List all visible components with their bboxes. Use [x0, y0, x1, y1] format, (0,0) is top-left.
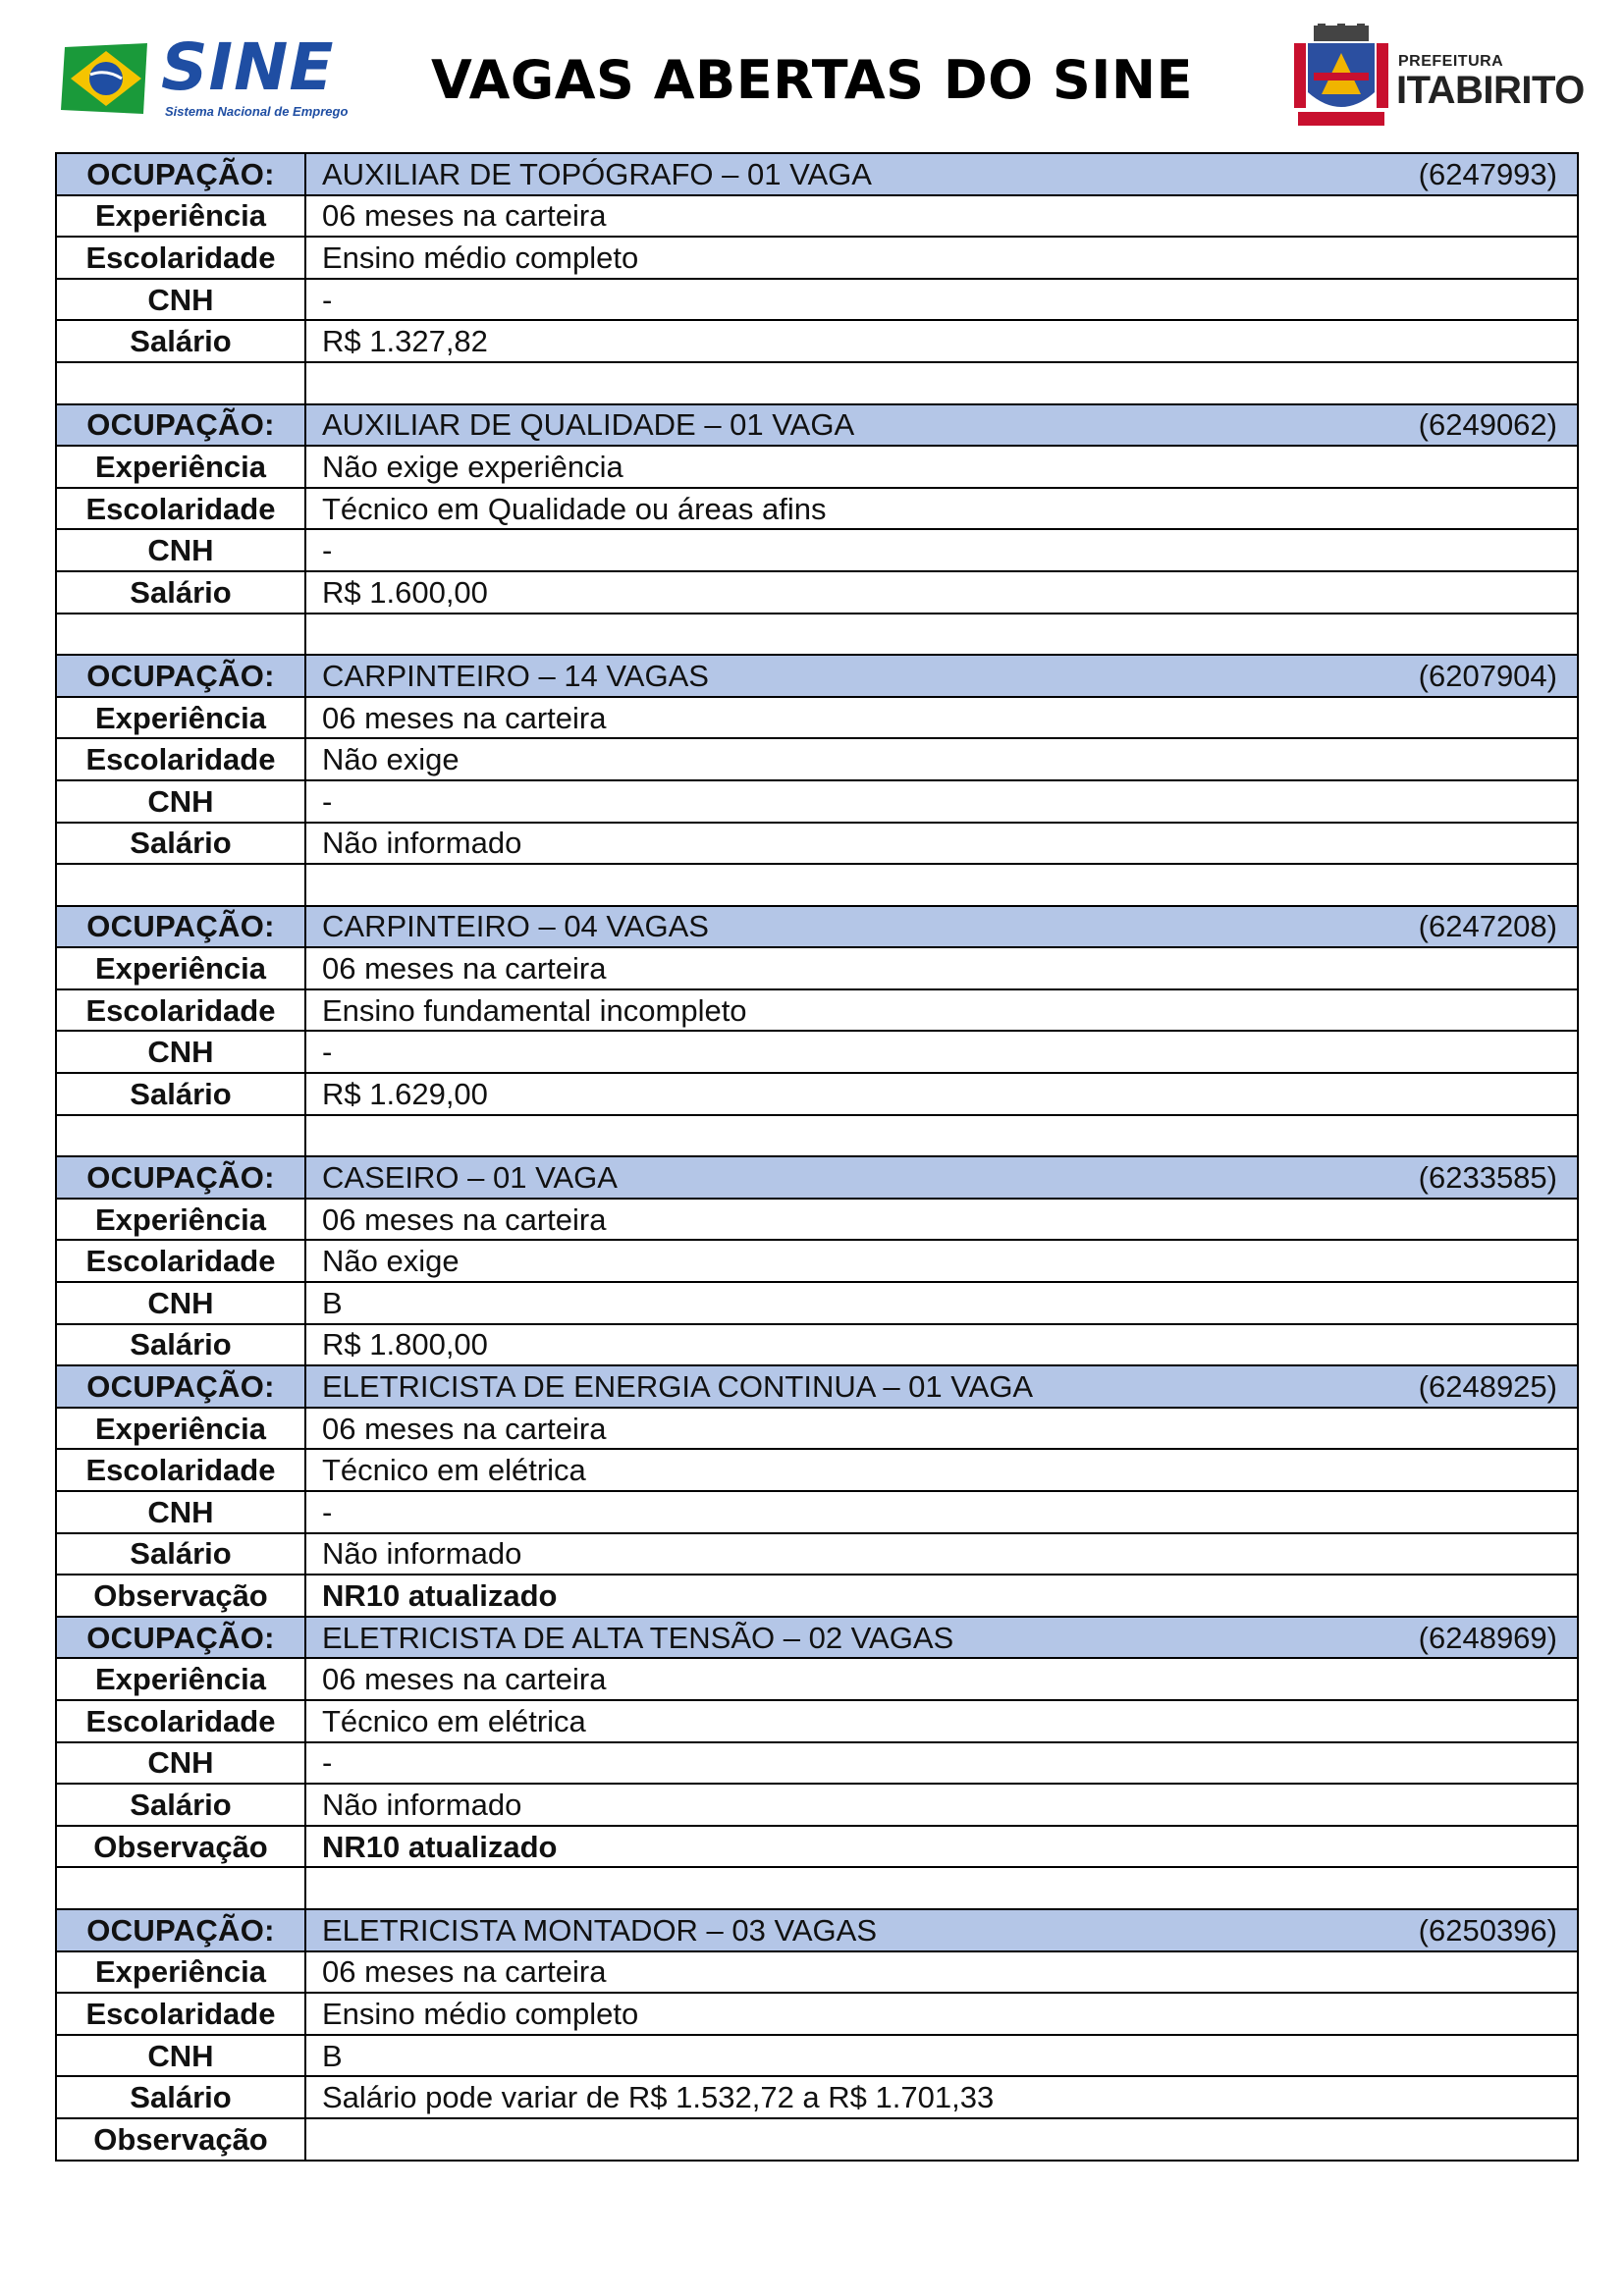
escolaridade-value: Técnico em elétrica: [305, 1700, 1578, 1742]
cnh-row: [56, 1491, 1578, 1533]
salario-value: R$ 1.800,00: [305, 1324, 1578, 1366]
occupation-row: [56, 1365, 1578, 1408]
spacer-cell: [305, 864, 1578, 906]
job-code: (6250396): [1418, 1912, 1557, 1948]
salario-label: Salário: [56, 571, 305, 614]
spacer-row: [56, 1115, 1578, 1157]
observacao-row: [56, 2118, 1578, 2161]
salario-row: [56, 1784, 1578, 1826]
occupation-title: CASEIRO – 01 VAGA: [322, 1160, 618, 1196]
salario-row: [56, 320, 1578, 362]
salario-label: Salário: [56, 1073, 305, 1115]
cnh-row: [56, 2035, 1578, 2077]
escolaridade-row: [56, 738, 1578, 780]
escolaridade-label: Escolaridade: [56, 989, 305, 1032]
escolaridade-row: [56, 1700, 1578, 1742]
observacao-label: Observação: [56, 1826, 305, 1868]
experiencia-value: 06 meses na carteira: [305, 1199, 1578, 1241]
cnh-value: -: [305, 529, 1578, 571]
occupation-row: [56, 404, 1578, 447]
cnh-value: -: [305, 1742, 1578, 1785]
spacer-cell: [56, 1867, 305, 1909]
escolaridade-row: [56, 1993, 1578, 2035]
cnh-label: CNH: [56, 529, 305, 571]
spacer-cell: [56, 614, 305, 656]
experiencia-label: Experiência: [56, 1951, 305, 1994]
city-name: ITABIRITO: [1396, 69, 1585, 112]
occupation-row: [56, 153, 1578, 195]
escolaridade-value: Não exige: [305, 738, 1578, 780]
occupation-cell: [305, 404, 1578, 447]
observacao-value: [305, 2118, 1578, 2161]
occupation-title: CARPINTEIRO – 14 VAGAS: [322, 658, 709, 693]
job-code: (6207904): [1418, 658, 1557, 693]
escolaridade-value: Ensino fundamental incompleto: [305, 989, 1578, 1032]
occupation-label: OCUPAÇÃO:: [56, 1909, 305, 1951]
cnh-label: CNH: [56, 1031, 305, 1073]
experiencia-value: 06 meses na carteira: [305, 1658, 1578, 1700]
spacer-cell: [305, 614, 1578, 656]
escolaridade-value: Técnico em elétrica: [305, 1449, 1578, 1491]
cnh-value: -: [305, 279, 1578, 321]
job-code: (6233585): [1418, 1160, 1557, 1196]
salario-label: Salário: [56, 320, 305, 362]
experiencia-row: [56, 1199, 1578, 1241]
experiencia-label: Experiência: [56, 1199, 305, 1241]
escolaridade-label: Escolaridade: [56, 1449, 305, 1491]
occupation-cell: [305, 906, 1578, 948]
escolaridade-row: [56, 1240, 1578, 1282]
experiencia-label: Experiência: [56, 195, 305, 238]
salario-row: [56, 1073, 1578, 1115]
spacer-cell: [56, 864, 305, 906]
job-code: (6248925): [1418, 1369, 1557, 1405]
occupation-title: AUXILIAR DE TOPÓGRAFO – 01 VAGA: [322, 156, 872, 191]
cnh-label: CNH: [56, 1282, 305, 1324]
spacer-cell: [305, 1115, 1578, 1157]
cnh-label: CNH: [56, 780, 305, 823]
experiencia-value: 06 meses na carteira: [305, 947, 1578, 989]
occupation-title: ELETRICISTA DE ALTA TENSÃO – 02 VAGAS: [322, 1620, 954, 1655]
experiencia-label: Experiência: [56, 947, 305, 989]
experiencia-value: 06 meses na carteira: [305, 195, 1578, 238]
observacao-value: NR10 atualizado: [305, 1575, 1578, 1617]
spacer-row: [56, 362, 1578, 404]
occupation-cell: [305, 1365, 1578, 1408]
salario-value: R$ 1.600,00: [305, 571, 1578, 614]
cnh-value: -: [305, 1491, 1578, 1533]
occupation-row: [56, 1156, 1578, 1199]
occupation-label: OCUPAÇÃO:: [56, 153, 305, 195]
occupation-title: AUXILIAR DE QUALIDADE – 01 VAGA: [322, 407, 855, 443]
salario-value: Não informado: [305, 823, 1578, 865]
occupation-label: OCUPAÇÃO:: [56, 1156, 305, 1199]
cnh-row: [56, 1742, 1578, 1785]
occupation-title: ELETRICISTA MONTADOR – 03 VAGAS: [322, 1912, 878, 1948]
experiencia-value: 06 meses na carteira: [305, 697, 1578, 739]
observacao-label: Observação: [56, 2118, 305, 2161]
experiencia-row: [56, 195, 1578, 238]
occupation-label: OCUPAÇÃO:: [56, 1617, 305, 1659]
occupation-cell: [305, 153, 1578, 195]
escolaridade-row: [56, 1449, 1578, 1491]
job-code: (6248969): [1418, 1620, 1557, 1655]
occupation-row: [56, 906, 1578, 948]
job-code: (6247993): [1418, 156, 1557, 191]
experiencia-row: [56, 1951, 1578, 1994]
cnh-row: [56, 529, 1578, 571]
occupation-row: [56, 1617, 1578, 1659]
cnh-label: CNH: [56, 1742, 305, 1785]
spacer-row: [56, 1867, 1578, 1909]
experiencia-row: [56, 947, 1578, 989]
observacao-row: [56, 1826, 1578, 1868]
salario-label: Salário: [56, 1533, 305, 1575]
cnh-label: CNH: [56, 279, 305, 321]
escolaridade-row: [56, 989, 1578, 1032]
escolaridade-label: Escolaridade: [56, 237, 305, 279]
spacer-cell: [305, 362, 1578, 404]
escolaridade-row: [56, 237, 1578, 279]
salario-row: [56, 823, 1578, 865]
occupation-label: OCUPAÇÃO:: [56, 906, 305, 948]
occupation-row: [56, 1909, 1578, 1951]
escolaridade-value: Não exige: [305, 1240, 1578, 1282]
occupation-cell: [305, 655, 1578, 697]
experiencia-row: [56, 1408, 1578, 1450]
experiencia-label: Experiência: [56, 697, 305, 739]
salario-label: Salário: [56, 1784, 305, 1826]
salario-row: [56, 571, 1578, 614]
escolaridade-value: Técnico em Qualidade ou áreas afins: [305, 488, 1578, 530]
occupation-cell: [305, 1909, 1578, 1951]
occupation-title: CARPINTEIRO – 04 VAGAS: [322, 909, 709, 944]
experiencia-value: 06 meses na carteira: [305, 1951, 1578, 1994]
spacer-row: [56, 864, 1578, 906]
occupation-cell: [305, 1156, 1578, 1199]
observacao-value: NR10 atualizado: [305, 1826, 1578, 1868]
occupation-label: OCUPAÇÃO:: [56, 1365, 305, 1408]
page-title: VAGAS ABERTAS DO SINE: [431, 49, 1193, 111]
experiencia-row: [56, 1658, 1578, 1700]
spacer-cell: [56, 362, 305, 404]
experiencia-label: Experiência: [56, 1658, 305, 1700]
experiencia-value: Não exige experiência: [305, 446, 1578, 488]
escolaridade-label: Escolaridade: [56, 1700, 305, 1742]
salario-value: R$ 1.629,00: [305, 1073, 1578, 1115]
salario-value: Não informado: [305, 1784, 1578, 1826]
salario-label: Salário: [56, 823, 305, 865]
city-crest-icon: [1294, 24, 1388, 130]
page-header: [0, 0, 1624, 147]
cnh-row: [56, 780, 1578, 823]
observacao-row: [56, 1575, 1578, 1617]
escolaridade-value: Ensino médio completo: [305, 1993, 1578, 2035]
spacer-cell: [305, 1867, 1578, 1909]
salario-row: [56, 1533, 1578, 1575]
occupation-label: OCUPAÇÃO:: [56, 404, 305, 447]
salario-label: Salário: [56, 2076, 305, 2118]
experiencia-row: [56, 446, 1578, 488]
sine-logo-subtitle: Sistema Nacional de Emprego: [165, 104, 349, 119]
cnh-row: [56, 1031, 1578, 1073]
occupation-title: ELETRICISTA DE ENERGIA CONTINUA – 01 VAGA: [322, 1369, 1034, 1405]
observacao-label: Observação: [56, 1575, 305, 1617]
cnh-row: [56, 279, 1578, 321]
salario-label: Salário: [56, 1324, 305, 1366]
occupation-label: OCUPAÇÃO:: [56, 655, 305, 697]
cnh-row: [56, 1282, 1578, 1324]
cnh-value: -: [305, 780, 1578, 823]
job-code: (6249062): [1418, 407, 1557, 443]
spacer-row: [56, 614, 1578, 656]
salario-value: Não informado: [305, 1533, 1578, 1575]
job-code: (6247208): [1418, 909, 1557, 944]
occupation-row: [56, 655, 1578, 697]
occupation-cell: [305, 1617, 1578, 1659]
experiencia-row: [56, 697, 1578, 739]
escolaridade-label: Escolaridade: [56, 1993, 305, 2035]
salario-value: R$ 1.327,82: [305, 320, 1578, 362]
experiencia-label: Experiência: [56, 446, 305, 488]
prefeitura-label: PREFEITURA: [1398, 53, 1504, 70]
salario-row: [56, 1324, 1578, 1366]
job-listings-table: [55, 152, 1579, 2162]
experiencia-label: Experiência: [56, 1408, 305, 1450]
escolaridade-label: Escolaridade: [56, 738, 305, 780]
cnh-label: CNH: [56, 2035, 305, 2077]
salario-value: Salário pode variar de R$ 1.532,72 a R$ 1.701,33: [305, 2076, 1578, 2118]
salario-row: [56, 2076, 1578, 2118]
cnh-value: B: [305, 1282, 1578, 1324]
escolaridade-label: Escolaridade: [56, 488, 305, 530]
cnh-label: CNH: [56, 1491, 305, 1533]
escolaridade-value: Ensino médio completo: [305, 237, 1578, 279]
sine-logo-text: SINE: [161, 29, 335, 105]
cnh-value: -: [305, 1031, 1578, 1073]
experiencia-value: 06 meses na carteira: [305, 1408, 1578, 1450]
escolaridade-label: Escolaridade: [56, 1240, 305, 1282]
escolaridade-row: [56, 488, 1578, 530]
prefeitura-logo: [1294, 24, 1585, 130]
spacer-cell: [56, 1115, 305, 1157]
cnh-value: B: [305, 2035, 1578, 2077]
